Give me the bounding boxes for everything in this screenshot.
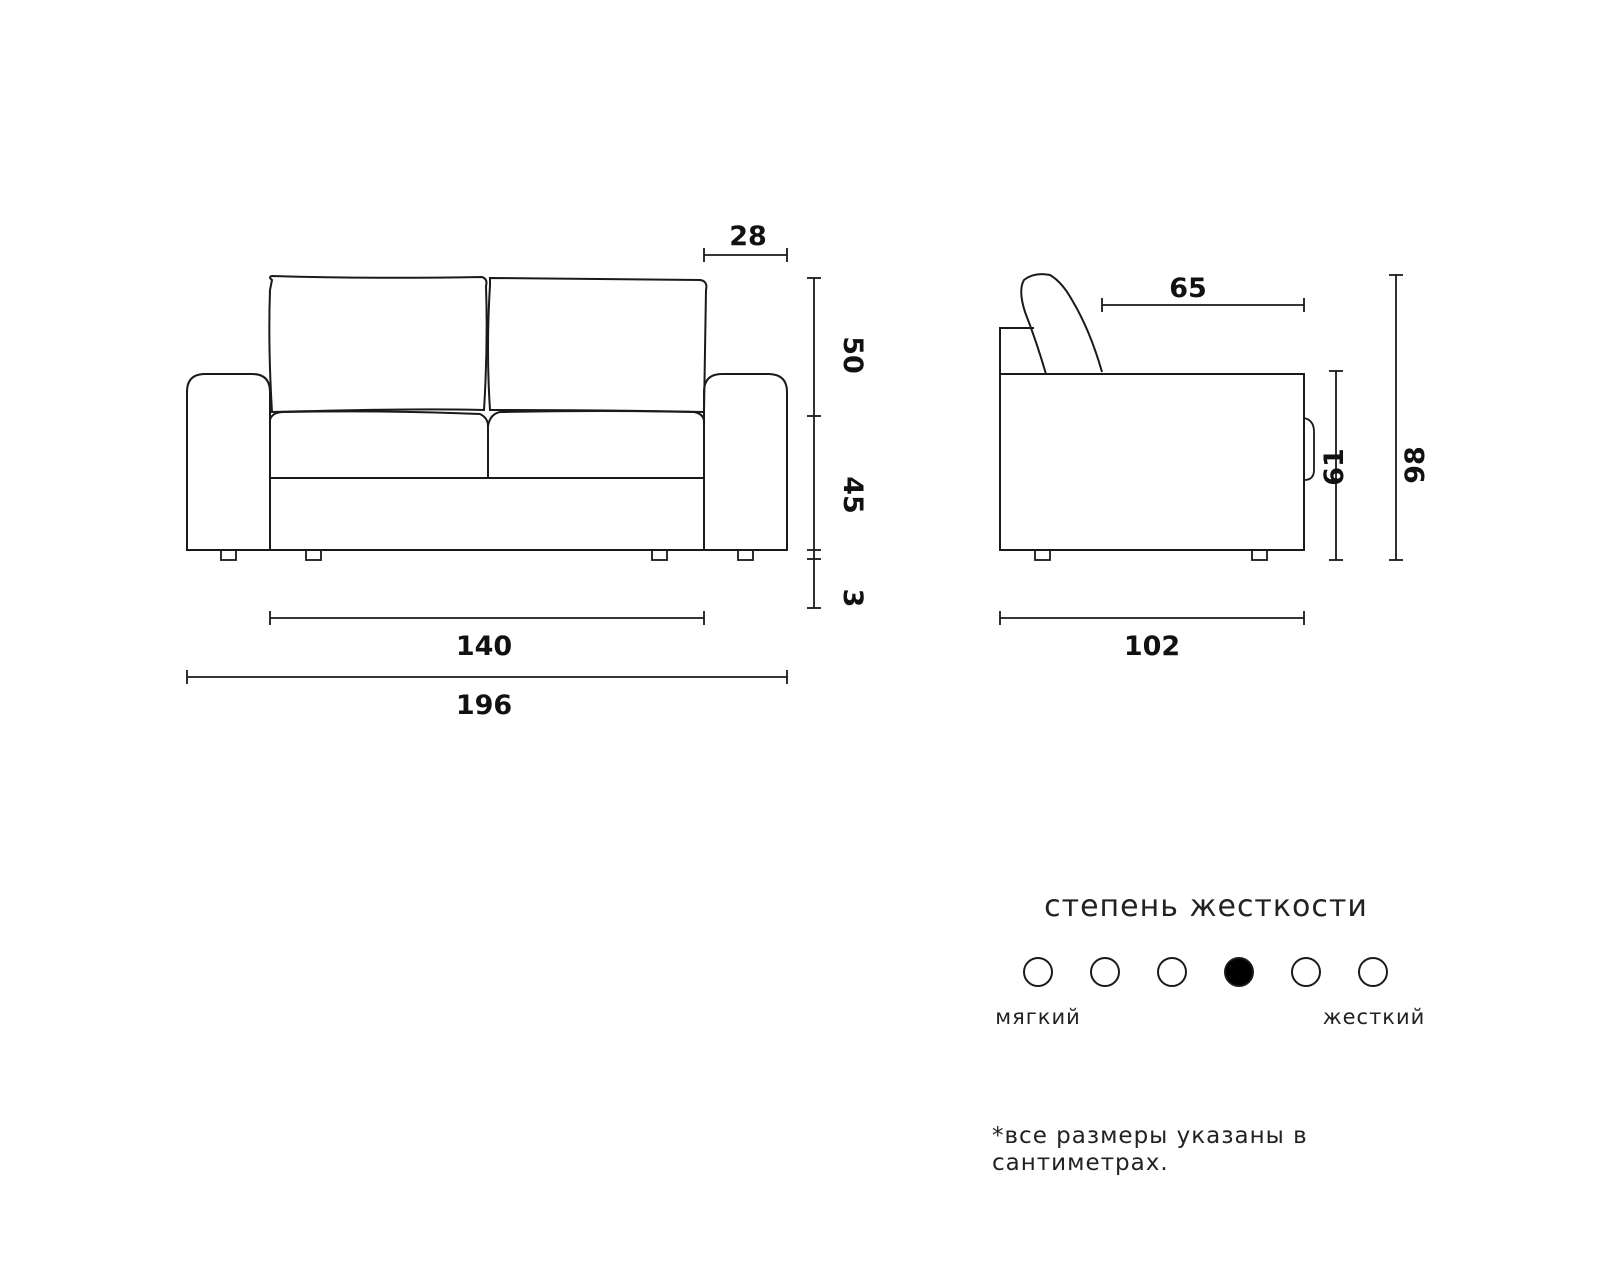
dim-label-seat-width: 140 [455, 631, 513, 662]
sofa-front-view [187, 276, 787, 560]
units-note: *все размеры указаны в сантиметрах. [992, 1123, 1308, 1176]
sofa-side-view [1000, 274, 1314, 560]
firmness-dot-selected [1225, 958, 1253, 986]
left-arm [187, 374, 270, 550]
firmness-dot [1292, 958, 1320, 986]
leg [1252, 550, 1267, 560]
dim-arm-width [704, 221, 787, 262]
seat-cushion-right [488, 411, 704, 478]
side-back-cushion [1021, 274, 1102, 374]
firmness-min-label: мягкий [995, 1005, 1081, 1029]
dim-label-total-height: 98 [1400, 446, 1431, 484]
dim-label-total-width: 196 [455, 690, 513, 721]
dim-total-height [1389, 275, 1431, 560]
side-body [1000, 374, 1304, 550]
dim-total-depth [1000, 611, 1304, 662]
dim-label-arm-height: 61 [1319, 448, 1350, 486]
dim-seat-width [270, 611, 704, 662]
firmness-scale [995, 889, 1425, 1029]
dim-label-seat-depth: 65 [1169, 273, 1207, 304]
firmness-max-label: жесткий [1322, 1005, 1426, 1029]
firmness-dot [1091, 958, 1119, 986]
firmness-dot [1158, 958, 1186, 986]
right-arm [704, 374, 787, 550]
leg [738, 550, 753, 560]
dim-total-width [187, 670, 787, 721]
back-cushion-left [269, 276, 486, 412]
firmness-dot [1024, 958, 1052, 986]
dim-label-seat-height: 45 [837, 476, 868, 514]
sofa-base [270, 478, 704, 550]
dim-front-vertical [807, 278, 868, 608]
dim-label-back-height: 50 [837, 336, 868, 374]
firmness-dot [1359, 958, 1387, 986]
leg [221, 550, 236, 560]
side-back-frame [1000, 328, 1034, 374]
leg [306, 550, 321, 560]
firmness-dots [1024, 958, 1387, 986]
dim-seat-depth [1102, 273, 1304, 312]
dim-label-total-depth: 102 [1123, 631, 1181, 662]
leg [1035, 550, 1050, 560]
back-cushion-right [488, 278, 706, 412]
dim-arm-height [1319, 371, 1350, 560]
firmness-title: степень жесткости [1044, 889, 1368, 924]
dim-label-arm-width: 28 [729, 221, 767, 252]
leg [652, 550, 667, 560]
side-front-bump [1304, 418, 1314, 480]
dim-label-leg-height: 3 [837, 588, 868, 608]
seat-cushion-left [270, 411, 488, 478]
